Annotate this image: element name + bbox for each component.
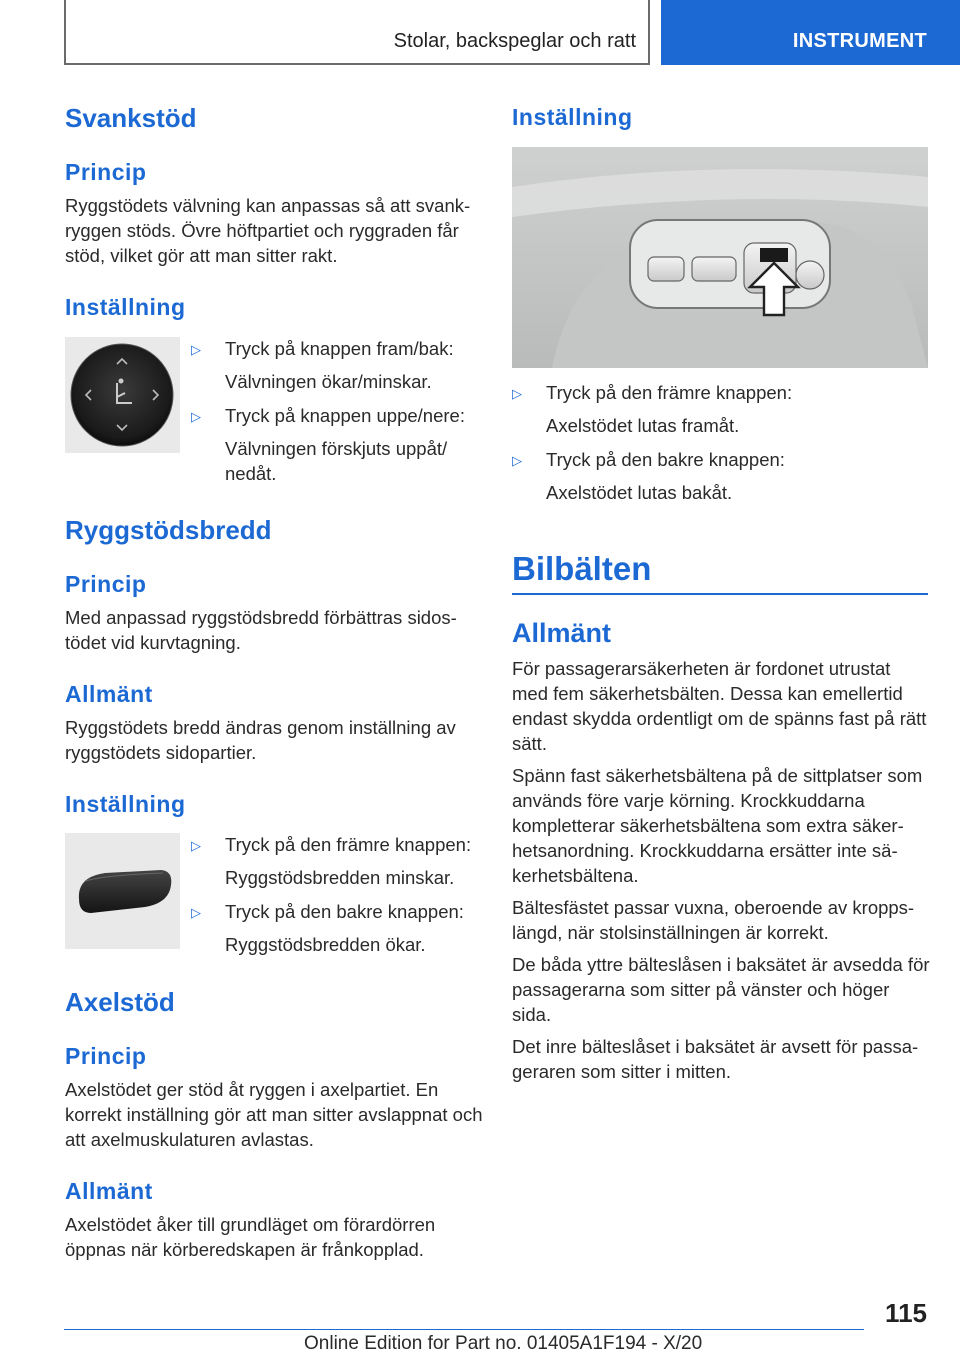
- seat-controls-image: [512, 147, 928, 368]
- list-item: ▷ Tryck på den bakre knappen: Axelstödet lutas bakåt.: [512, 449, 785, 503]
- header-chapter-label: INSTRUMENT: [792, 30, 927, 52]
- width-general-text: Ryggstödets bredd ändras genom inställning av ryggstödets sidopartier.: [65, 717, 456, 763]
- belts-title: Bilbälten: [512, 550, 652, 587]
- lumbar-setting-list: [191, 336, 483, 495]
- width-setting-list: [191, 832, 483, 966]
- width-setting-heading: Inställning: [65, 791, 186, 817]
- header-section-box: [64, 0, 650, 65]
- list-item: ▷ Tryck på knappen fram/bak: Välvningen ökar/minskar.: [191, 338, 454, 392]
- section-divider: [512, 593, 928, 595]
- lumbar-principle-text: Ryggstödets välvning kan anpassas så att svank-ryggen stöds. Övre höftpartiet och ryggraden får stöd, vilket gör att man sitter rakt.: [65, 195, 471, 266]
- lumbar-knob-image: [65, 337, 180, 453]
- paragraph: Spänn fast säkerhetsbältena på de sittplatser som används före varje körning. Krockkuddarna kompletterar säkerhetsbältena som extra säker-hetsanordning. Krockkuddarna ersätter inte sä-kerhetsbältena.: [512, 765, 923, 886]
- list-item: ▷ Tryck på den bakre knappen: Ryggstödsbredden ökar.: [191, 901, 464, 955]
- width-principle-heading: Princip: [65, 571, 147, 597]
- width-general-heading: Allmänt: [65, 681, 153, 707]
- shoulder-setting-heading: Inställning: [512, 104, 633, 130]
- page-number: 115: [885, 1298, 927, 1328]
- paragraph: Det inre bälteslåset i baksätet är avsett för passa-geraren som sitter i mitten.: [512, 1036, 919, 1082]
- width-title: Ryggstödsbredd: [65, 515, 272, 545]
- lumbar-setting-heading: Inställning: [65, 294, 186, 320]
- list-item: ▷ Tryck på den främre knappen: Ryggstödsbredden minskar.: [191, 834, 472, 888]
- shoulder-principle-text: Axelstödet ger stöd åt ryggen i axelpartiet. En korrekt inställning gör att man sitter avslappnat och att axelmuskulaturen avlastas.: [65, 1079, 483, 1150]
- shoulder-title: Axelstöd: [65, 987, 175, 1017]
- triangle-right-icon: ▷: [191, 905, 201, 920]
- belts-general-heading: Allmänt: [512, 618, 612, 648]
- width-principle-text: Med anpassad ryggstödsbredd förbättras sidos-tödet vid kurvtagning.: [65, 607, 457, 653]
- width-button-image: [65, 833, 180, 949]
- belts-general-text: [512, 656, 930, 1091]
- footer-rule: [64, 1329, 864, 1330]
- shoulder-principle-heading: Princip: [65, 1043, 147, 1069]
- triangle-right-icon: ▷: [191, 838, 201, 853]
- paragraph: De båda yttre bälteslåsen i baksätet är avsedda för passagerarna som sitter på vänster och höger sida.: [512, 954, 930, 1025]
- header-chapter-tab[interactable]: [661, 0, 960, 65]
- list-item: ▷ Tryck på knappen uppe/nere: Välvningen förskjuts uppåt/ nedåt.: [191, 405, 465, 484]
- paragraph: För passagerarsäkerheten är fordonet utrustat med fem säkerhetsbälten. Dessa kan emellertid endast skydda ordentligt om de spänns fast på rätt sätt.: [512, 658, 927, 754]
- triangle-right-icon: ▷: [191, 342, 201, 357]
- footer-edition: Online Edition for Part no. 01405A1F194 - X/20: [304, 1333, 703, 1354]
- list-item: ▷ Tryck på den främre knappen: Axelstödet lutas framåt.: [512, 382, 793, 436]
- lumbar-title: Svankstöd: [65, 103, 197, 133]
- shoulder-general-text: Axelstödet åker till grundläget om förardörren öppnas när körberedskapen är frånkopplad.: [65, 1214, 436, 1260]
- triangle-right-icon: ▷: [512, 386, 522, 401]
- lumbar-principle-heading: Princip: [65, 159, 147, 185]
- shoulder-setting-list: [512, 380, 928, 514]
- triangle-right-icon: ▷: [512, 453, 522, 468]
- triangle-right-icon: ▷: [191, 409, 201, 424]
- shoulder-general-heading: Allmänt: [65, 1178, 153, 1204]
- header-section-title: Stolar, backspeglar och ratt: [393, 30, 636, 52]
- paragraph: Bältesfästet passar vuxna, oberoende av kropps-längd, när stolsinställningen är korrekt.: [512, 897, 915, 943]
